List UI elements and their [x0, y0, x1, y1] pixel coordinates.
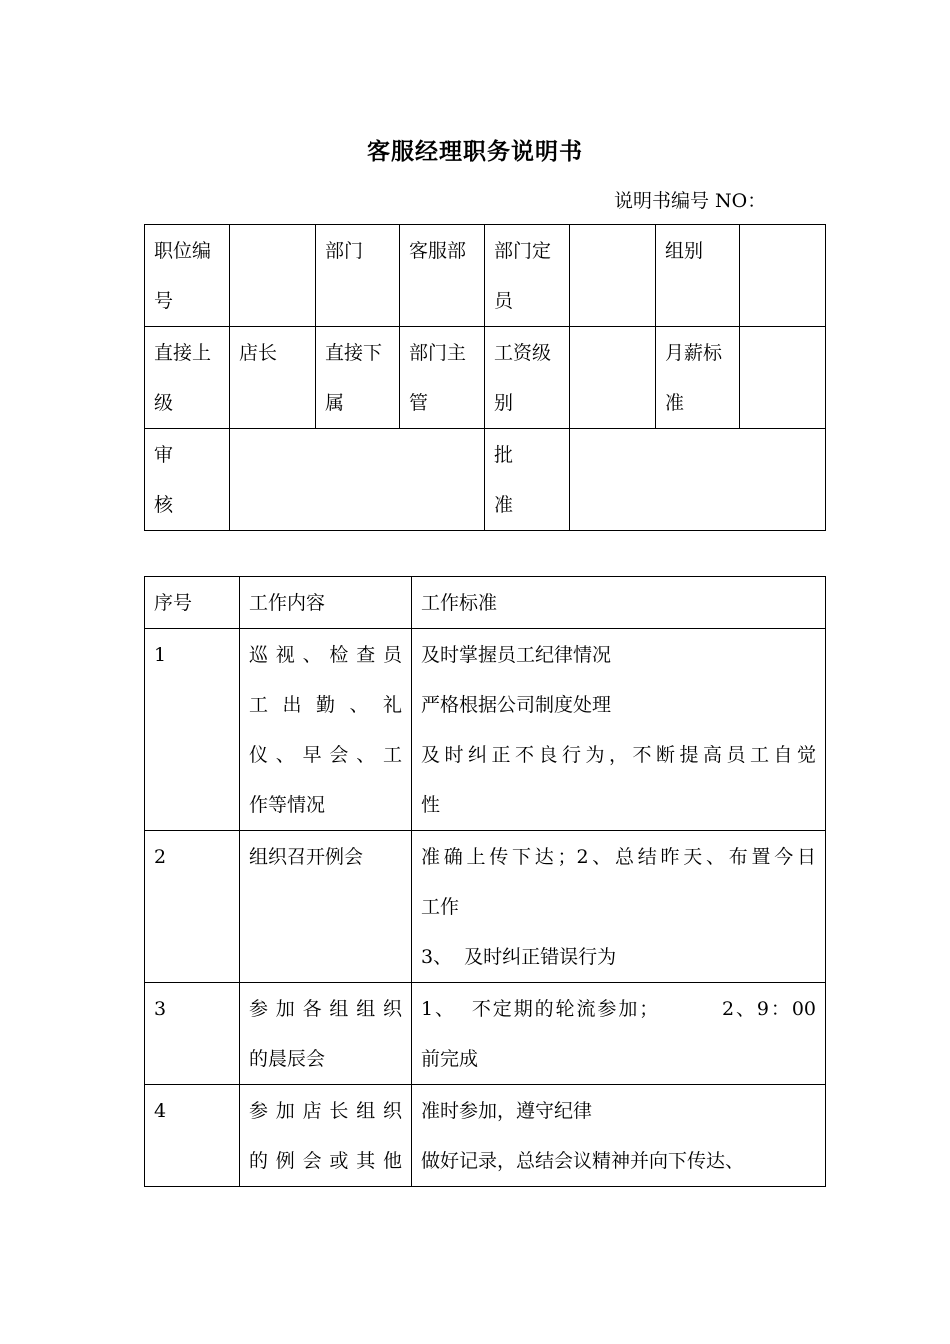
info-row-1	[145, 225, 826, 327]
duty-standard	[412, 1085, 826, 1187]
subordinate-value: 部门主管	[400, 327, 485, 429]
review-value	[230, 429, 485, 531]
content-line: 仪、早会、工	[249, 744, 402, 766]
salary-grade-label: 工资级别	[485, 327, 570, 429]
duty-row	[145, 629, 826, 831]
document-title: 客服经理职务说明书	[367, 139, 583, 165]
duty-standard	[412, 629, 826, 831]
header-content: 工作内容	[240, 577, 412, 629]
duty-content	[240, 629, 412, 831]
standard-line: 准确上传下达；2、总结昨天、布置今日	[421, 846, 816, 868]
group-label: 组别	[656, 225, 740, 327]
standard-line: 准时参加，遵守纪律	[421, 1100, 593, 1122]
duty-content	[240, 983, 412, 1085]
duty-no: 4	[145, 1085, 240, 1187]
dept-quota-label: 部门定员	[485, 225, 570, 327]
standard-line: 严格根据公司制度处理	[421, 694, 612, 716]
duty-standard	[412, 983, 826, 1085]
standard-line: 前完成	[421, 1048, 479, 1070]
duty-standard	[412, 831, 826, 983]
duty-no: 2	[145, 831, 240, 983]
subordinate-label: 直接下属	[316, 327, 400, 429]
doc-number-label: 说明书编号 NO：	[614, 190, 767, 212]
monthly-salary-label: 月薪标准	[656, 327, 740, 429]
review-label	[145, 429, 230, 531]
content-line: 作等情况	[249, 794, 326, 816]
content-line: 参加店长组织	[249, 1100, 402, 1122]
dept-label: 部门	[316, 225, 400, 327]
duty-content	[240, 831, 412, 983]
content-line: 工出勤、礼	[249, 694, 402, 716]
dept-quota-value	[570, 225, 656, 327]
superior-value: 店长	[230, 327, 316, 429]
position-no-value	[230, 225, 316, 327]
content-line: 组织召开例会	[249, 846, 364, 868]
approve-label-line-1: 批	[494, 444, 514, 466]
duty-no: 1	[145, 629, 240, 831]
approve-label-line-2: 准	[494, 494, 514, 516]
standard-line: 及时掌握员工纪律情况	[421, 644, 612, 666]
review-label-line-2: 核	[154, 494, 174, 516]
position-info-table	[144, 224, 826, 531]
header-no: 序号	[145, 577, 240, 629]
duty-header-row	[145, 577, 826, 629]
content-line: 的晨辰会	[249, 1048, 326, 1070]
monthly-salary-value	[740, 327, 826, 429]
approve-label	[485, 429, 570, 531]
position-no-label: 职位编号	[145, 225, 230, 327]
info-row-2	[145, 327, 826, 429]
standard-line: 工作	[421, 896, 460, 918]
standard-line: 性	[421, 794, 441, 816]
duty-row	[145, 1085, 826, 1187]
duty-row	[145, 831, 826, 983]
standard-line: 1、 不定期的轮流参加； 2、9：00	[421, 998, 816, 1020]
approve-value	[570, 429, 826, 531]
content-line: 巡视、检查员	[249, 644, 402, 666]
standard-line: 3、 及时纠正错误行为	[421, 946, 617, 968]
content-line: 的例会或其他	[249, 1150, 402, 1172]
dept-value: 客服部	[400, 225, 485, 327]
duty-table	[144, 576, 826, 1187]
duty-row	[145, 983, 826, 1085]
info-row-3	[145, 429, 826, 531]
review-label-line-1: 审	[154, 444, 174, 466]
standard-line: 及时纠正不良行为，不断提高员工自觉	[421, 744, 816, 766]
salary-grade-value	[570, 327, 656, 429]
duty-no: 3	[145, 983, 240, 1085]
content-line: 参加各组组织	[249, 998, 402, 1020]
standard-line: 做好记录，总结会议精神并向下传达、	[421, 1150, 745, 1172]
group-value	[740, 225, 826, 327]
superior-label: 直接上级	[145, 327, 230, 429]
header-standard: 工作标准	[412, 577, 826, 629]
duty-content	[240, 1085, 412, 1187]
